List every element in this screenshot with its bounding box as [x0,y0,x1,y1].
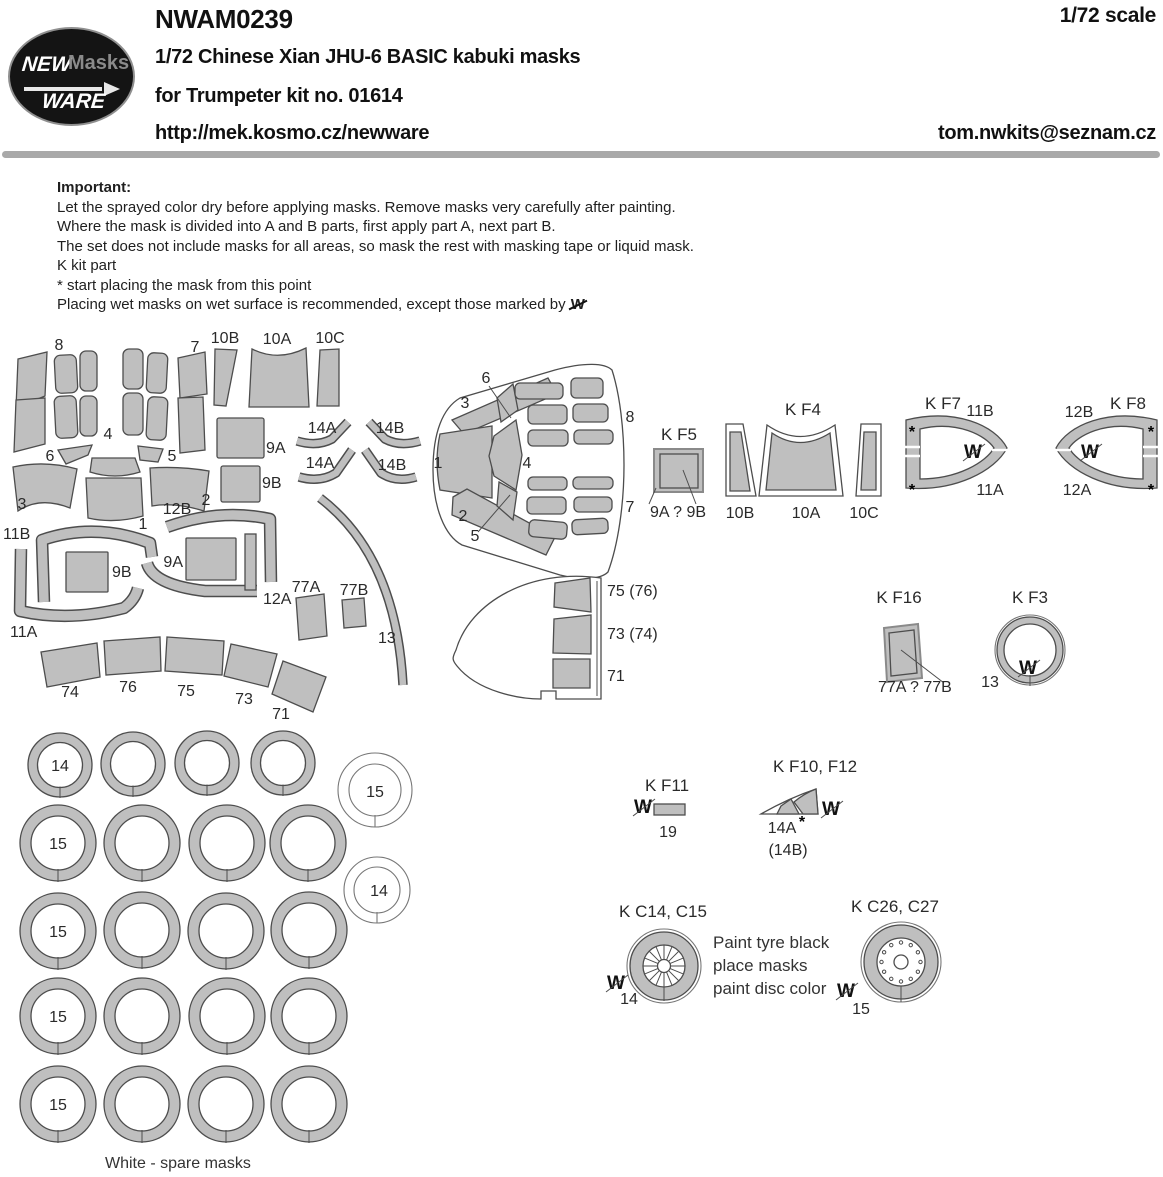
part-label: 10C [849,505,879,522]
ring-label: 15 [49,1009,67,1026]
svg-text:W: W [1019,658,1037,679]
part-label: 14A [305,455,335,472]
part-label: 73 [235,691,253,708]
wheel-mask-ring [251,731,315,796]
part-label: 14B [375,420,405,437]
wet-mask-symbol [821,799,843,820]
arc-segment-masks [41,637,326,723]
start-point-asterisk: * [798,814,806,831]
part-label: 13 [981,674,999,691]
group-title: K C26, C27 [851,897,939,916]
part-label: 74 [61,684,79,701]
part-label: 19 [659,824,677,841]
start-point-asterisk: * [908,482,916,499]
group-kf11 [633,776,689,841]
group-title: K F4 [785,400,821,419]
part-label: 9B [112,564,132,581]
part-label: 11B [966,403,994,420]
ring-label: 15 [366,784,384,801]
part-label: 13 [378,630,396,647]
part-label: 7 [190,339,200,356]
paint-note-line: Paint tyre black [713,933,830,952]
note-line: Placing wet masks on wet surface is recommended, except those marked by W [57,296,585,313]
group-title: K F5 [661,425,697,444]
spare-masks-note: White - spare masks [105,1155,251,1172]
ring-label: 14 [370,883,388,900]
wet-mask-symbol [836,981,858,1002]
part-label: 4 [522,455,532,472]
part-label: 12A [263,591,292,608]
part-label: 14 [620,991,638,1008]
wheel-mask-ring [104,892,180,969]
wheel-mask-ring [101,732,165,797]
part-label: 76 [119,679,137,696]
wheel-mask-ring [188,1066,264,1143]
part-label: 14B [377,457,407,474]
group-kc14-c15 [606,902,707,1008]
part-label: 7 [625,499,635,516]
header-divider [2,151,1160,158]
group-kf10-f12 [761,757,857,859]
strip-masks-14 [297,420,420,479]
part-label: 1 [433,455,443,472]
svg-text:W: W [607,973,625,994]
windscreen-masks-10 [211,330,345,407]
contact-email: tom.nwkits@seznam.cz [937,122,1156,144]
part-label: 75 [177,683,195,700]
ring-label: 15 [49,1097,67,1114]
wheel-mask-ring-grid [20,731,412,1143]
note-line: The set does not include masks for all areas, so mask the rest with masking tape or liquid mask. [57,237,694,255]
start-point-asterisk: * [1147,482,1155,499]
part-label: 12B [162,501,192,518]
svg-text:W: W [1081,442,1099,463]
wheel-mask-ring [189,978,265,1055]
group-title: K F11 [644,776,690,795]
part-label: (14B) [768,842,808,859]
part-label: 5 [167,448,177,465]
part-label: 8 [54,337,64,354]
wheel-mask-ring [271,892,347,969]
note-line: Where the mask is divided into A and B parts, first apply part A, next part B. [57,218,556,235]
part-label: 10C [315,330,345,347]
group-title: K C14, C15 [619,902,707,921]
website-url: http://mek.kosmo.cz/newware [155,122,430,144]
wheel-mask-ring [271,978,347,1055]
note-line: Let the sprayed color dry before applying masks. Remove masks very carefully after painting. [57,198,676,216]
part-label: 12A [1062,482,1092,499]
wheel-mask-ring [104,978,180,1055]
part-label: 5 [470,528,480,545]
newware-logo [8,27,135,126]
group-kc26-c27 [836,897,941,1018]
part-label: 77A [291,579,321,596]
svg-text:W: W [634,797,652,818]
part-label: 11A [976,482,1004,499]
wheel-mask-ring [271,1066,347,1143]
group-title: K F7 [925,394,961,413]
paint-note-line: paint disc color [713,979,827,998]
part-label: 12B [1064,404,1094,421]
wheel-mask-ring [188,893,264,970]
wet-mask-symbol [963,442,985,463]
part-label: 77A ? 77B [878,679,952,696]
part-label: 11A [10,624,38,641]
product-code: NWAM0239 [155,4,293,34]
part-label: 14A [767,820,797,837]
frame-masks-11-12 [3,515,292,641]
part-label: 9A [266,440,286,457]
part-label: 73 (74) [607,626,658,643]
important-heading: Important: [57,179,132,196]
part-label: 11B [3,526,31,543]
group-kf8 [1055,394,1160,499]
part-label: 4 [103,426,113,443]
group-kf5 [649,425,706,521]
square-masks-9 [217,418,286,502]
note-line: * start placing the mask from this point [57,276,312,294]
part-label: 15 [852,1001,870,1018]
part-label: 10A [262,331,292,348]
part-label: 75 (76) [607,583,658,600]
group-title: K F8 [1110,394,1146,413]
paint-note-line: place masks [713,956,808,975]
small-masks-77 [292,579,368,640]
part-label: 10B [210,330,240,347]
part-label: 3 [460,395,470,412]
svg-text:W: W [837,981,855,1002]
logo-new: NEW [20,53,73,76]
part-label: 14A [307,420,337,437]
ring-label: 15 [49,924,67,941]
group-kf3 [981,588,1065,691]
part-label: 9A [163,554,183,571]
wheel-mask-ring [104,805,180,882]
group-title: K F3 [1012,588,1048,607]
group-kf4 [726,400,881,522]
ring-label: 15 [49,836,67,853]
paint-note [713,933,830,998]
part-label: 2 [458,508,468,525]
ring-label: 14 [51,758,69,775]
part-label: 6 [481,370,491,387]
sheet-title: 1/72 Chinese Xian JHU-6 BASIC kabuki masks [155,46,581,68]
wet-mask-symbol: W [570,296,585,313]
part-label: 77B [339,582,369,599]
group-kf7 [903,394,1008,499]
wheel-mask-ring [270,805,346,882]
wheel-mask-ring [189,805,265,882]
important-notes [57,178,797,315]
part-label: 10A [791,505,821,522]
part-label: 2 [201,492,211,509]
part-label: 1 [138,516,148,533]
part-label: 71 [272,706,290,723]
part-label: 3 [17,496,27,513]
group-title: K F10, F12 [772,757,858,776]
part-label: 6 [45,448,55,465]
mask-sheet-diagram [0,320,1163,1177]
part-label: 8 [625,409,635,426]
wet-mask-symbol [1018,658,1040,679]
svg-text:W: W [822,799,840,820]
group-kf16 [876,588,952,696]
logo-ware: WARE [40,90,107,113]
part-label: 10B [725,505,755,522]
start-point-asterisk: * [1147,424,1155,441]
start-point-asterisk: * [908,424,916,441]
sheet-subtitle: for Trumpeter kit no. 01614 [155,85,403,107]
group-title: K F16 [876,588,922,607]
logo-masks: Masks [68,52,130,74]
part-label: 9B [262,475,282,492]
wet-mask-symbol [1080,442,1102,463]
canopy-mask-cluster [13,337,211,533]
wet-mask-symbol [633,797,655,818]
wheel-mask-ring [104,1066,180,1143]
nose-cone-diagram [453,576,658,699]
part-label: 9A ? 9B [649,504,707,521]
canopy-plan-diagram [433,364,635,578]
scale-label: 1/72 scale [1059,4,1156,27]
svg-text:W: W [964,442,982,463]
wheel-mask-ring [175,731,239,796]
note-line: K kit part [57,257,117,274]
part-label: 71 [607,668,625,685]
